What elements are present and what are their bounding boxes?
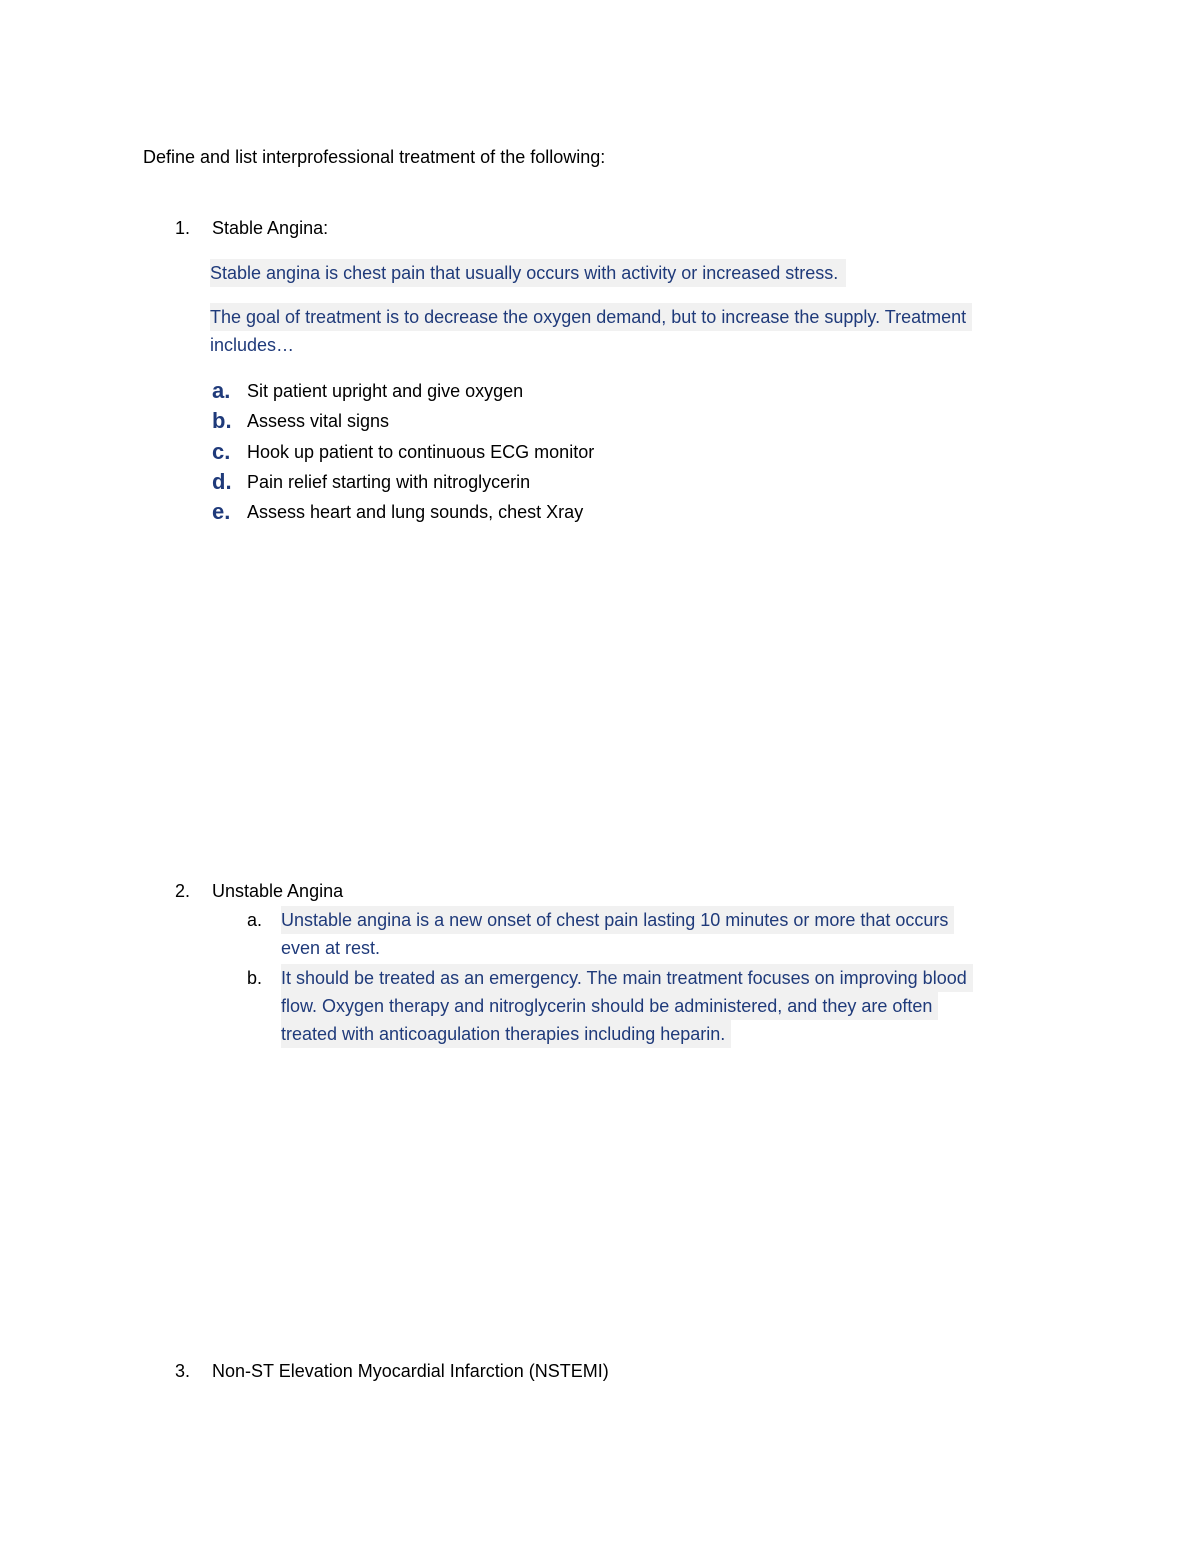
- list-item: Sit patient upright and give oxygen: [247, 381, 524, 401]
- section-definition: Stable angina is chest pain that usually occurs with activity or increased stress.: [210, 259, 846, 287]
- list-item-line: flow. Oxygen therapy and nitroglycerin should be administered, and they are often: [281, 992, 938, 1020]
- section-goal-line: includes…: [210, 335, 295, 355]
- list-item: Hook up patient to continuous ECG monitor: [247, 442, 595, 462]
- list-letter: a.: [247, 910, 263, 930]
- section-title: Non-ST Elevation Myocardial Infarction (NSTEMI): [212, 1361, 609, 1381]
- section-title: Unstable Angina: [212, 881, 344, 901]
- list-letter: c.: [212, 439, 231, 464]
- list-item-line: Unstable angina is a new onset of chest pain lasting 10 minutes or more that occurs: [281, 906, 954, 934]
- list-item-line: even at rest.: [281, 938, 381, 958]
- document-heading: Define and list interprofessional treatment of the following:: [143, 147, 606, 167]
- list-item: Assess vital signs: [247, 411, 390, 431]
- section-number: 3.: [175, 1361, 191, 1381]
- list-letter: e.: [212, 499, 231, 524]
- list-letter: b.: [212, 408, 232, 433]
- list-item-line: treated with anticoagulation therapies including heparin.: [281, 1020, 731, 1048]
- list-item: Assess heart and lung sounds, chest Xray: [247, 502, 584, 522]
- section-goal-line: The goal of treatment is to decrease the oxygen demand, but to increase the supply. Treatment: [210, 303, 972, 331]
- list-letter: b.: [247, 968, 263, 988]
- section-number: 1.: [175, 218, 191, 238]
- list-item: Pain relief starting with nitroglycerin: [247, 472, 531, 492]
- list-letter: d.: [212, 469, 232, 494]
- section-title: Stable Angina:: [212, 218, 329, 238]
- section-number: 2.: [175, 881, 191, 901]
- list-letter: a.: [212, 378, 231, 403]
- list-item-line: It should be treated as an emergency. The main treatment focuses on improving blood: [281, 964, 973, 992]
